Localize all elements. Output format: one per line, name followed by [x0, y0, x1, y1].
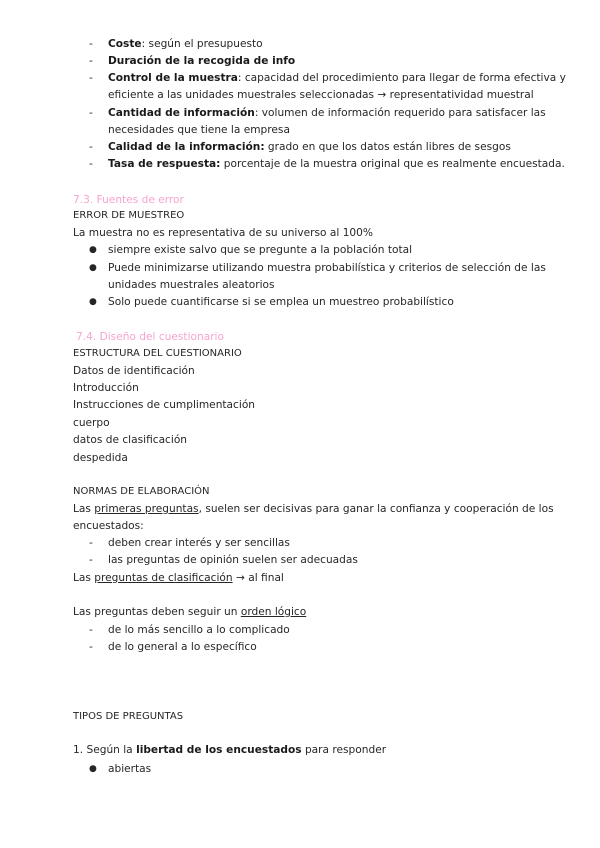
criterion-cantidad-cont: necesidades que tiene la empresa: [108, 124, 290, 136]
bullet-marker: ●: [89, 297, 97, 307]
dash-marker: -: [89, 641, 93, 653]
bullet-marker: ●: [89, 764, 97, 774]
sec73-bullet: Puede minimizarse utilizando muestra probabilística y criterios de selección de las: [108, 262, 546, 274]
bullet-marker: ●: [89, 245, 97, 255]
criterion-calidad: Calidad de la información: grado en que los datos están libres de sesgos: [108, 141, 511, 153]
dash-marker: -: [89, 158, 93, 170]
section-title-7-4: 7.4. Diseño del cuestionario: [76, 331, 224, 343]
dash-marker: -: [89, 55, 93, 67]
dash-marker: -: [89, 141, 93, 153]
structure-item: despedida: [73, 452, 128, 464]
section-title-7-3: 7.3. Fuentes de error: [73, 194, 184, 206]
structure-item: datos de clasificación: [73, 434, 188, 446]
dash-marker: -: [89, 107, 93, 119]
tipos-bullet: abiertas: [108, 763, 152, 775]
criterion-tasa: Tasa de respuesta: porcentaje de la muestra original que es realmente encuestada.: [108, 158, 565, 170]
normas-item: las preguntas de opinión suelen ser adecuadas: [108, 554, 358, 566]
subtitle-tipos: TIPOS DE PREGUNTAS: [73, 711, 184, 722]
dash-marker: -: [89, 38, 93, 50]
dash-marker: -: [89, 624, 93, 636]
subtitle-error-muestreo: ERROR DE MUESTREO: [73, 210, 185, 221]
subtitle-estructura: ESTRUCTURA DEL CUESTIONARIO: [73, 348, 242, 359]
normas-paragraph-1-cont: encuestados:: [73, 520, 144, 532]
normas-paragraph-2: Las preguntas de clasificación → al final: [73, 572, 284, 584]
dash-marker: -: [89, 554, 93, 566]
criterion-duracion: Duración de la recogida de info: [108, 55, 296, 67]
sec73-bullet: siempre existe salvo que se pregunte a la población total: [108, 244, 413, 256]
subtitle-normas: NORMAS DE ELABORACIÓN: [73, 486, 210, 497]
criterion-cantidad: Cantidad de información: volumen de información requerido para satisfacer las: [108, 107, 546, 119]
sec73-intro: La muestra no es representativa de su universo al 100%: [73, 227, 373, 239]
sec73-bullet: Solo puede cuantificarse si se emplea un muestreo probabilístico: [108, 296, 454, 308]
normas-item: de lo más sencillo a lo complicado: [108, 624, 290, 636]
normas-paragraph-3: Las preguntas deben seguir un orden lógico: [73, 606, 307, 618]
criterion-control: Control de la muestra: capacidad del procedimiento para llegar de forma efectiva y: [108, 72, 566, 84]
sec73-bullet-cont: unidades muestrales aleatorios: [108, 279, 275, 291]
structure-item: Datos de identificación: [73, 365, 195, 377]
dash-marker: -: [89, 72, 93, 84]
bullet-marker: ●: [89, 263, 97, 273]
normas-paragraph-1: Las primeras preguntas, suelen ser decisivas para ganar la confianza y cooperación de los: [73, 503, 554, 515]
criterion-control-cont: eficiente a las unidades muestrales seleccionadas → representatividad muestral: [108, 89, 534, 101]
normas-item: de lo general a lo específico: [108, 641, 257, 653]
dash-marker: -: [89, 537, 93, 549]
tipos-item-1: 1. Según la libertad de los encuestados para responder: [73, 744, 387, 756]
criterion-coste: Coste: según el presupuesto: [108, 38, 263, 50]
structure-item: cuerpo: [73, 417, 110, 429]
structure-item: Instrucciones de cumplimentación: [73, 399, 256, 411]
structure-item: Introducción: [73, 382, 139, 394]
normas-item: deben crear interés y ser sencillas: [108, 537, 290, 549]
